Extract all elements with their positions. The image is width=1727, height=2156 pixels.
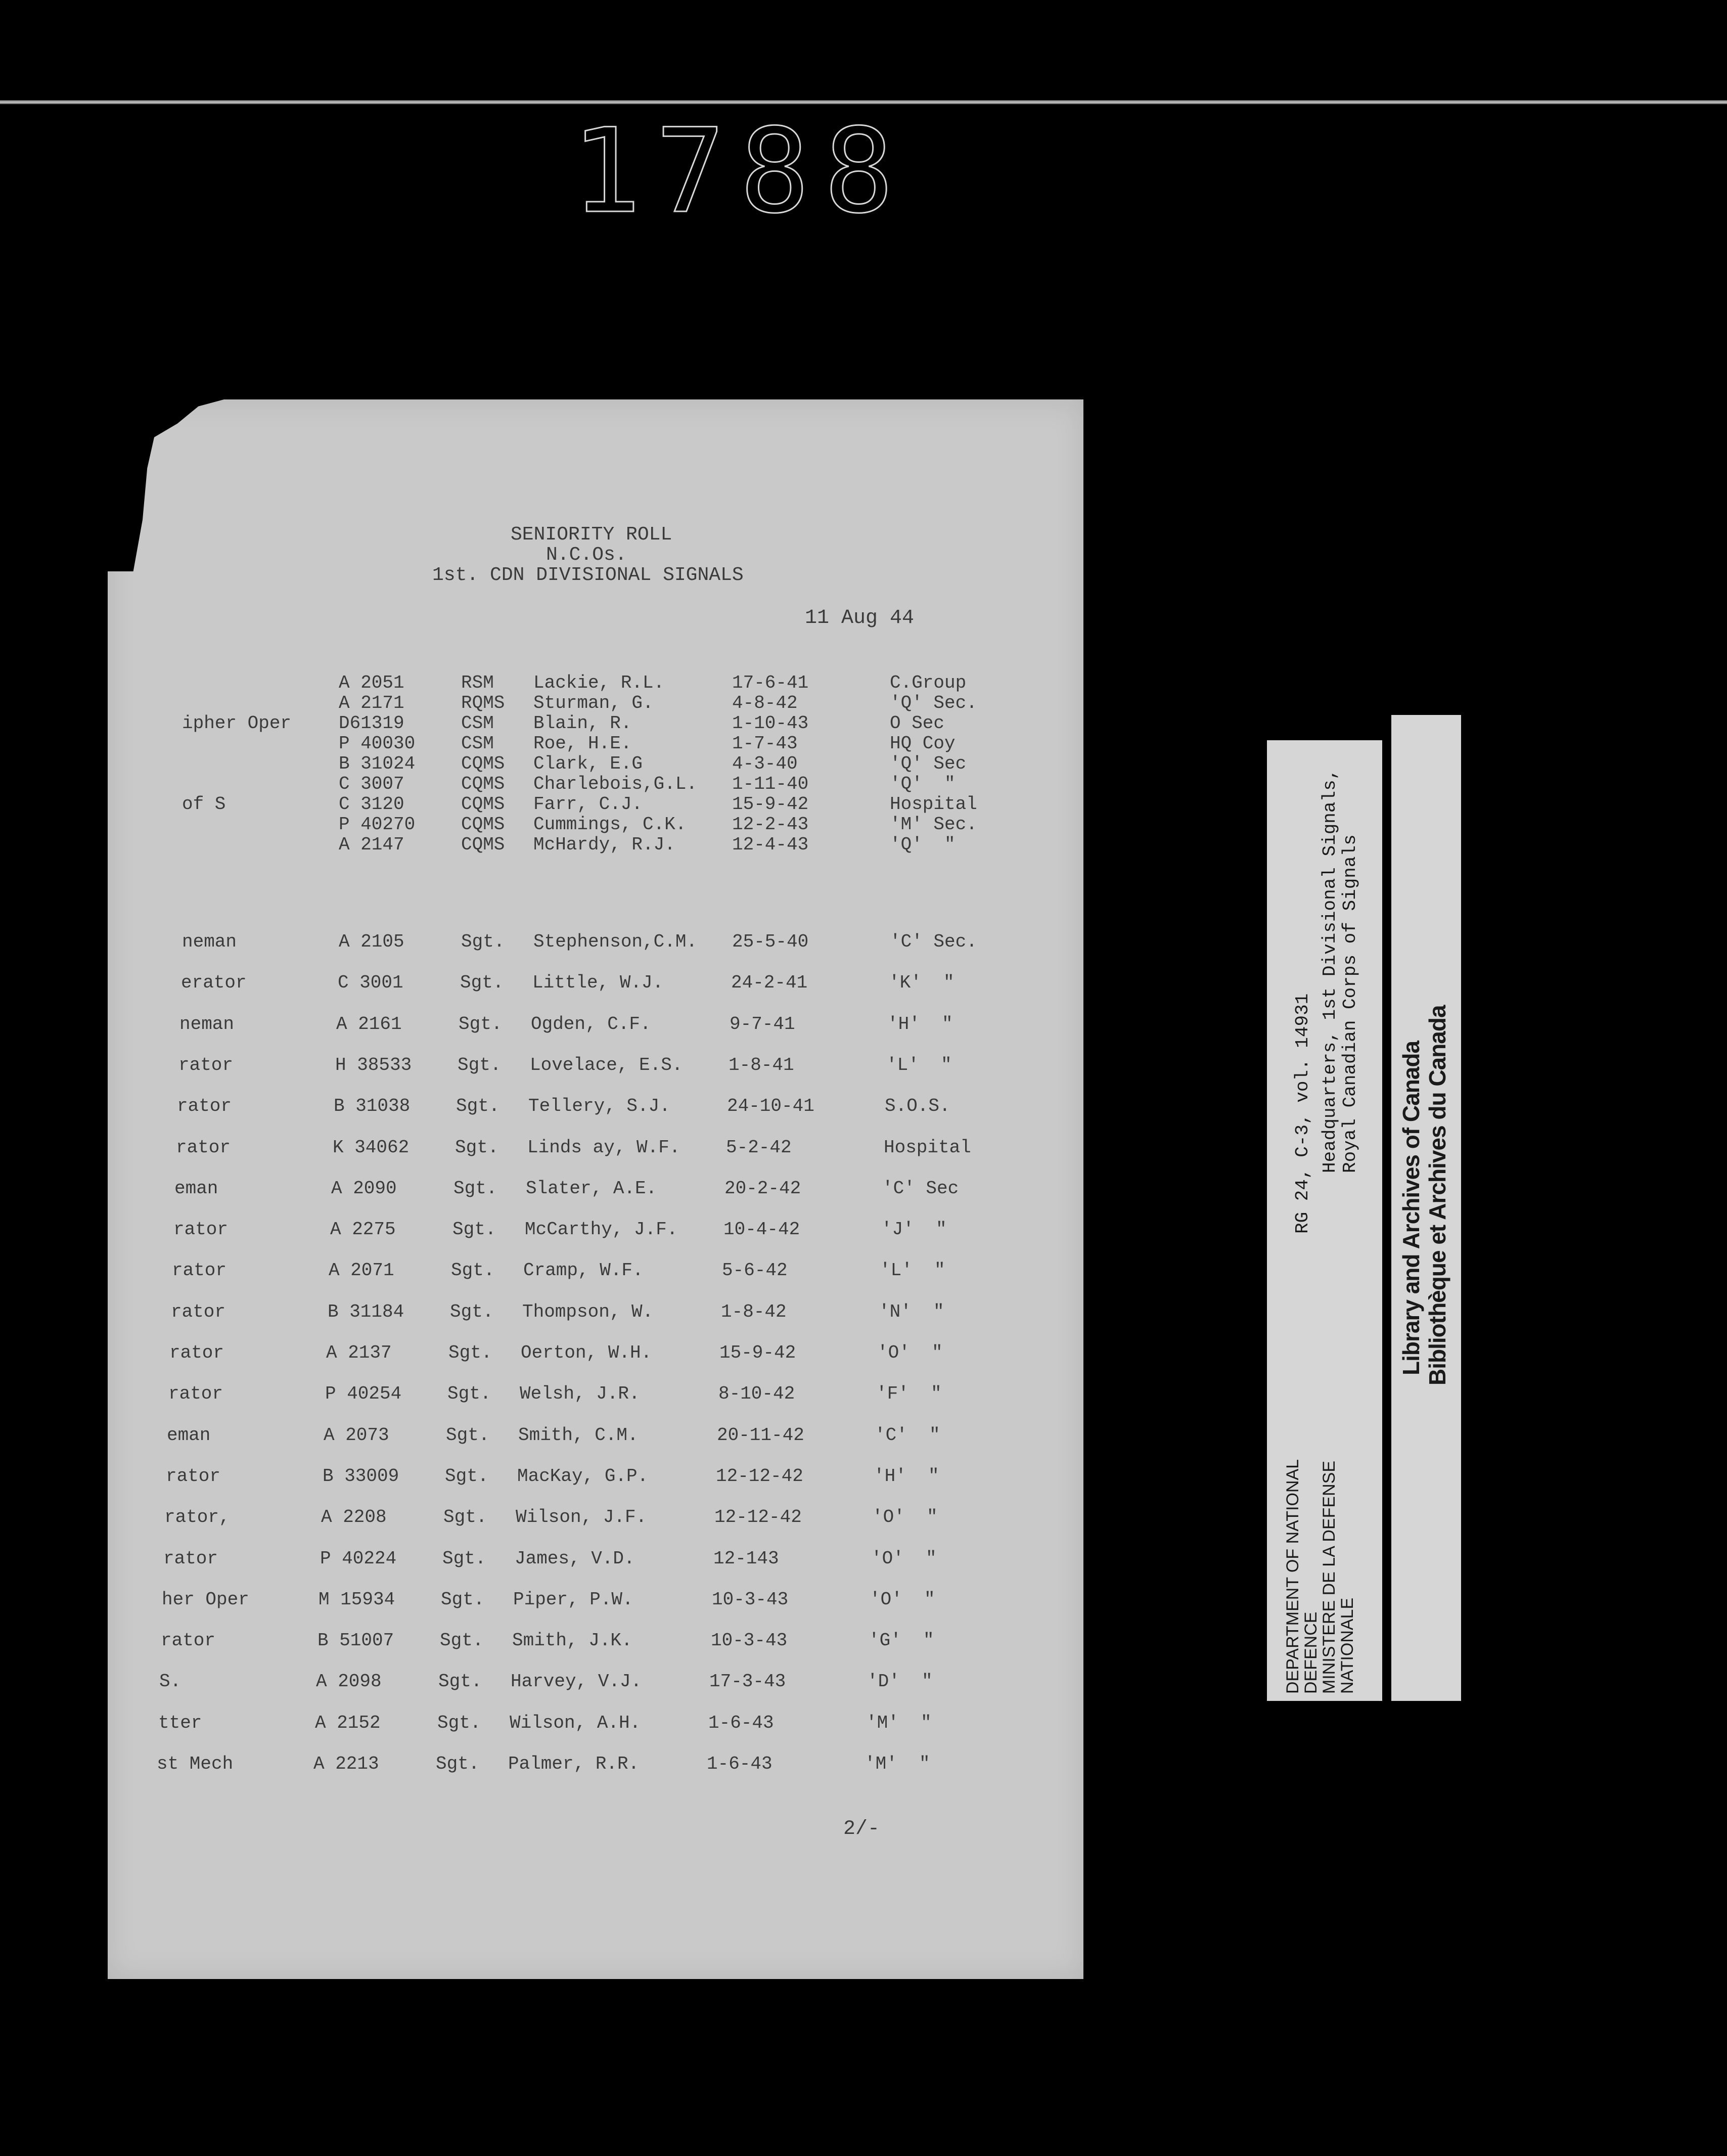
date-cell: 4-3-40 (732, 753, 798, 774)
name-cell: Wilson, A.H. (510, 1713, 641, 1733)
date-cell: 15-9-42 (732, 794, 809, 815)
unit-cell: 'C' Sec. (890, 931, 977, 952)
unit-cell: 'K' " (889, 972, 955, 993)
trade-cell: st Mech (157, 1754, 234, 1774)
number-cell: A 2073 (324, 1425, 389, 1446)
date-cell: 1-6-43 (708, 1713, 774, 1733)
name-cell: Clark, E.G (533, 753, 643, 774)
name-cell: MacKay, G.P. (517, 1466, 649, 1487)
date-cell: 12-4-43 (732, 834, 809, 855)
document-date: 11 Aug 44 (805, 607, 915, 630)
rank-cell: CSM (461, 713, 494, 734)
name-cell: Wilson, J.F. (516, 1507, 647, 1528)
lac-name-french: Bibliothèque et Archives du Canada (1424, 1005, 1450, 1385)
date-cell: 17-3-43 (709, 1671, 786, 1692)
rank-cell: CQMS (461, 774, 505, 794)
unit-cell: O Sec (890, 713, 945, 734)
number-cell: C 3001 (338, 972, 403, 993)
archive-title-line-1: Headquarters, 1st Divisional Signals, (1320, 769, 1340, 1173)
date-cell: 10-3-43 (712, 1589, 789, 1610)
date-cell: 17-6-41 (732, 672, 809, 693)
document-title: SENIORITY ROLL (511, 524, 672, 546)
unit-cell: Hospital (884, 1137, 971, 1158)
date-cell: 1-8-42 (721, 1301, 787, 1322)
date-cell: 12-12-42 (714, 1507, 802, 1528)
number-cell: A 2137 (326, 1342, 392, 1363)
number-cell: P 40030 (339, 733, 416, 754)
unit-cell: S.O.S. (885, 1096, 950, 1116)
unit-cell: Hospital (890, 794, 977, 815)
date-cell: 12-2-43 (732, 814, 809, 835)
unit-cell: 'M' " (866, 1713, 932, 1733)
unit-cell: 'J' " (881, 1219, 947, 1240)
rank-cell: CQMS (461, 834, 505, 855)
trade-cell: rator (173, 1219, 229, 1240)
name-cell: Farr, C.J. (533, 794, 643, 815)
name-cell: Oerton, W.H. (521, 1342, 652, 1363)
unit-cell: 'F' " (876, 1383, 942, 1404)
number-cell: A 2208 (321, 1507, 387, 1528)
rank-cell: Sgt. (445, 1466, 489, 1487)
trade-cell: rator (178, 1055, 234, 1075)
name-cell: Charlebois,G.L. (533, 774, 698, 794)
date-cell: 1-10-43 (732, 713, 809, 734)
number-cell: A 2071 (329, 1260, 394, 1281)
rank-cell: RSM (461, 672, 494, 693)
rank-cell: Sgt. (450, 1301, 494, 1322)
unit-cell: 'C' Sec (882, 1178, 959, 1199)
unit-cell: 'C' " (875, 1425, 940, 1446)
rank-cell: Sgt. (443, 1507, 487, 1528)
name-cell: Linds ay, W.F. (527, 1137, 680, 1158)
date-cell: 20-2-42 (724, 1178, 801, 1199)
date-cell: 10-4-42 (723, 1219, 800, 1240)
department-line-4: NATIONALE (1338, 1597, 1357, 1694)
unit-cell: 'Q' " (890, 774, 956, 794)
date-cell: 1-7-43 (732, 733, 798, 754)
date-cell: 12-12-42 (716, 1466, 803, 1487)
unit-cell: 'H' " (874, 1466, 939, 1487)
name-cell: Ogden, C.F. (531, 1014, 651, 1035)
number-cell: D61319 (339, 713, 404, 734)
name-cell: Harvey, V.J. (511, 1671, 642, 1692)
name-cell: Palmer, R.R. (508, 1754, 640, 1774)
rank-cell: Sgt. (446, 1425, 490, 1446)
trade-cell: rator (176, 1137, 231, 1158)
number-cell: B 31038 (334, 1096, 411, 1116)
rank-cell: Sgt. (460, 972, 504, 993)
number-cell: B 51007 (317, 1630, 394, 1651)
lac-name-english: Library and Archives of Canada (1398, 1041, 1424, 1375)
rank-cell: CSM (461, 733, 494, 754)
unit-cell: 'N' " (879, 1301, 944, 1322)
date-cell: 24-10-41 (727, 1096, 814, 1116)
date-cell: 20-11-42 (717, 1425, 804, 1446)
page-continuation: 2/- (843, 1818, 880, 1840)
trade-cell: tter (158, 1713, 202, 1733)
unit-cell: HQ Coy (890, 733, 956, 754)
trade-cell: rator (169, 1342, 224, 1363)
name-cell: Cramp, W.F. (523, 1260, 644, 1281)
rank-cell: Sgt. (441, 1589, 485, 1610)
name-cell: Roe, H.E. (533, 733, 632, 754)
date-cell: 12-143 (713, 1548, 779, 1569)
unit-cell: 'L' " (880, 1260, 945, 1281)
name-cell: Cummings, C.K. (533, 814, 687, 835)
number-cell: C 3120 (339, 794, 404, 815)
name-cell: Lovelace, E.S. (530, 1055, 683, 1075)
unit-cell: 'G' " (869, 1630, 934, 1651)
rank-cell: Sgt. (453, 1178, 497, 1199)
number-cell: A 2147 (339, 834, 404, 855)
frame-number: 1788 (571, 104, 908, 239)
rank-cell: Sgt. (455, 1137, 499, 1158)
rank-cell: Sgt. (440, 1630, 484, 1651)
rank-cell: Sgt. (459, 1014, 503, 1035)
date-cell: 15-9-42 (719, 1342, 796, 1363)
trade-cell: neman (179, 1014, 235, 1035)
unit-cell: 'O' " (871, 1548, 937, 1569)
number-cell: B 31024 (339, 753, 416, 774)
number-cell: B 33009 (323, 1466, 399, 1487)
name-cell: Blain, R. (533, 713, 632, 734)
name-cell: Welsh, J.R. (520, 1383, 640, 1404)
trade-cell: rator (171, 1301, 226, 1322)
name-cell: Lackie, R.L. (533, 672, 665, 693)
trade-cell: rator, (164, 1507, 230, 1528)
archive-reference: RG 24, C-3, vol. 14931 (1292, 993, 1313, 1234)
name-cell: Tellery, S.J. (528, 1096, 670, 1116)
date-cell: 1-6-43 (707, 1754, 772, 1774)
department-line-2: DEFENCE (1301, 1611, 1321, 1694)
number-cell: A 2098 (316, 1671, 382, 1692)
name-cell: Smith, J.K. (512, 1630, 632, 1651)
date-cell: 9-7-41 (730, 1014, 795, 1035)
unit-cell: 'Q' " (890, 834, 956, 855)
name-cell: Sturman, G. (533, 693, 654, 713)
rank-cell: CQMS (461, 814, 505, 835)
document-unit: 1st. CDN DIVISIONAL SIGNALS (432, 564, 744, 586)
number-cell: A 2275 (330, 1219, 396, 1240)
trade-cell: ipher Oper (182, 713, 292, 734)
number-cell: A 2171 (339, 693, 404, 713)
trade-cell: rator (177, 1096, 232, 1116)
name-cell: McCarthy, J.F. (525, 1219, 678, 1240)
unit-cell: 'M' " (865, 1754, 930, 1774)
date-cell: 1-11-40 (732, 774, 809, 794)
rank-cell: Sgt. (438, 1671, 482, 1692)
number-cell: C 3007 (339, 774, 404, 794)
date-cell: 25-5-40 (732, 931, 809, 952)
trade-cell: rator (172, 1260, 227, 1281)
rank-cell: Sgt. (436, 1754, 480, 1774)
rank-cell: Sgt. (442, 1548, 486, 1569)
rank-cell: Sgt. (452, 1219, 496, 1240)
unit-cell: 'O' " (877, 1342, 943, 1363)
number-cell: P 40254 (325, 1383, 402, 1404)
date-cell: 8-10-42 (718, 1383, 795, 1404)
trade-cell: of S (182, 794, 226, 815)
unit-cell: 'H' " (887, 1014, 953, 1035)
number-cell: K 34062 (333, 1137, 410, 1158)
trade-cell: rator (168, 1383, 223, 1404)
number-cell: A 2090 (331, 1178, 397, 1199)
archive-title-line-2: Royal Canadian Corps of Signals (1340, 834, 1360, 1173)
unit-cell: C.Group (890, 672, 967, 693)
number-cell: A 2105 (339, 931, 404, 952)
unit-cell: 'D' " (867, 1671, 933, 1692)
unit-cell: 'Q' Sec. (890, 693, 977, 713)
number-cell: A 2213 (313, 1754, 379, 1774)
trade-cell: neman (182, 931, 237, 952)
date-cell: 5-6-42 (722, 1260, 788, 1281)
name-cell: James, V.D. (515, 1548, 635, 1569)
name-cell: Slater, A.E. (526, 1178, 657, 1199)
trade-cell: S. (159, 1671, 181, 1692)
name-cell: Smith, C.M. (518, 1425, 639, 1446)
name-cell: Little, W.J. (532, 972, 664, 993)
rank-cell: RQMS (461, 693, 505, 713)
date-cell: 1-8-41 (729, 1055, 794, 1075)
rank-cell: Sgt. (437, 1713, 481, 1733)
name-cell: McHardy, R.J. (533, 834, 675, 855)
number-cell: B 31184 (328, 1301, 404, 1322)
number-cell: A 2152 (315, 1713, 381, 1733)
date-cell: 5-2-42 (726, 1137, 792, 1158)
rank-cell: Sgt. (451, 1260, 495, 1281)
rank-cell: Sgt. (447, 1383, 491, 1404)
trade-cell: her Oper (162, 1589, 249, 1610)
name-cell: Thompson, W. (522, 1301, 654, 1322)
rank-cell: Sgt. (461, 931, 505, 952)
number-cell: H 38533 (335, 1055, 412, 1075)
rank-cell: CQMS (461, 753, 505, 774)
unit-cell: 'L' " (886, 1055, 952, 1075)
department-line-1: DEPARTMENT OF NATIONAL (1283, 1459, 1302, 1694)
date-cell: 10-3-43 (711, 1630, 788, 1651)
rank-cell: CQMS (461, 794, 505, 815)
name-cell: Piper, P.W. (513, 1589, 633, 1610)
date-cell: 24-2-41 (731, 972, 808, 993)
number-cell: A 2051 (339, 672, 404, 693)
document-subtitle: N.C.Os. (546, 544, 627, 566)
unit-cell: 'Q' Sec (890, 753, 967, 774)
scan-border-line (0, 100, 1727, 104)
trade-cell: rator (161, 1630, 216, 1651)
trade-cell: rator (166, 1466, 221, 1487)
rank-cell: Sgt. (448, 1342, 492, 1363)
trade-cell: eman (167, 1425, 211, 1446)
rank-cell: Sgt. (458, 1055, 502, 1075)
trade-cell: erator (181, 972, 247, 993)
unit-cell: 'O' " (870, 1589, 935, 1610)
number-cell: M 15934 (319, 1589, 395, 1610)
unit-cell: 'M' Sec. (890, 814, 977, 835)
rank-cell: Sgt. (456, 1096, 500, 1116)
trade-cell: eman (174, 1178, 218, 1199)
number-cell: P 40270 (339, 814, 416, 835)
number-cell: A 2161 (336, 1014, 402, 1035)
date-cell: 4-8-42 (732, 693, 798, 713)
department-line-3: MINISTERE DE LA DEFENSE (1320, 1461, 1339, 1694)
number-cell: P 40224 (320, 1548, 397, 1569)
unit-cell: 'O' " (872, 1507, 938, 1528)
trade-cell: rator (163, 1548, 218, 1569)
name-cell: Stephenson,C.M. (533, 931, 698, 952)
